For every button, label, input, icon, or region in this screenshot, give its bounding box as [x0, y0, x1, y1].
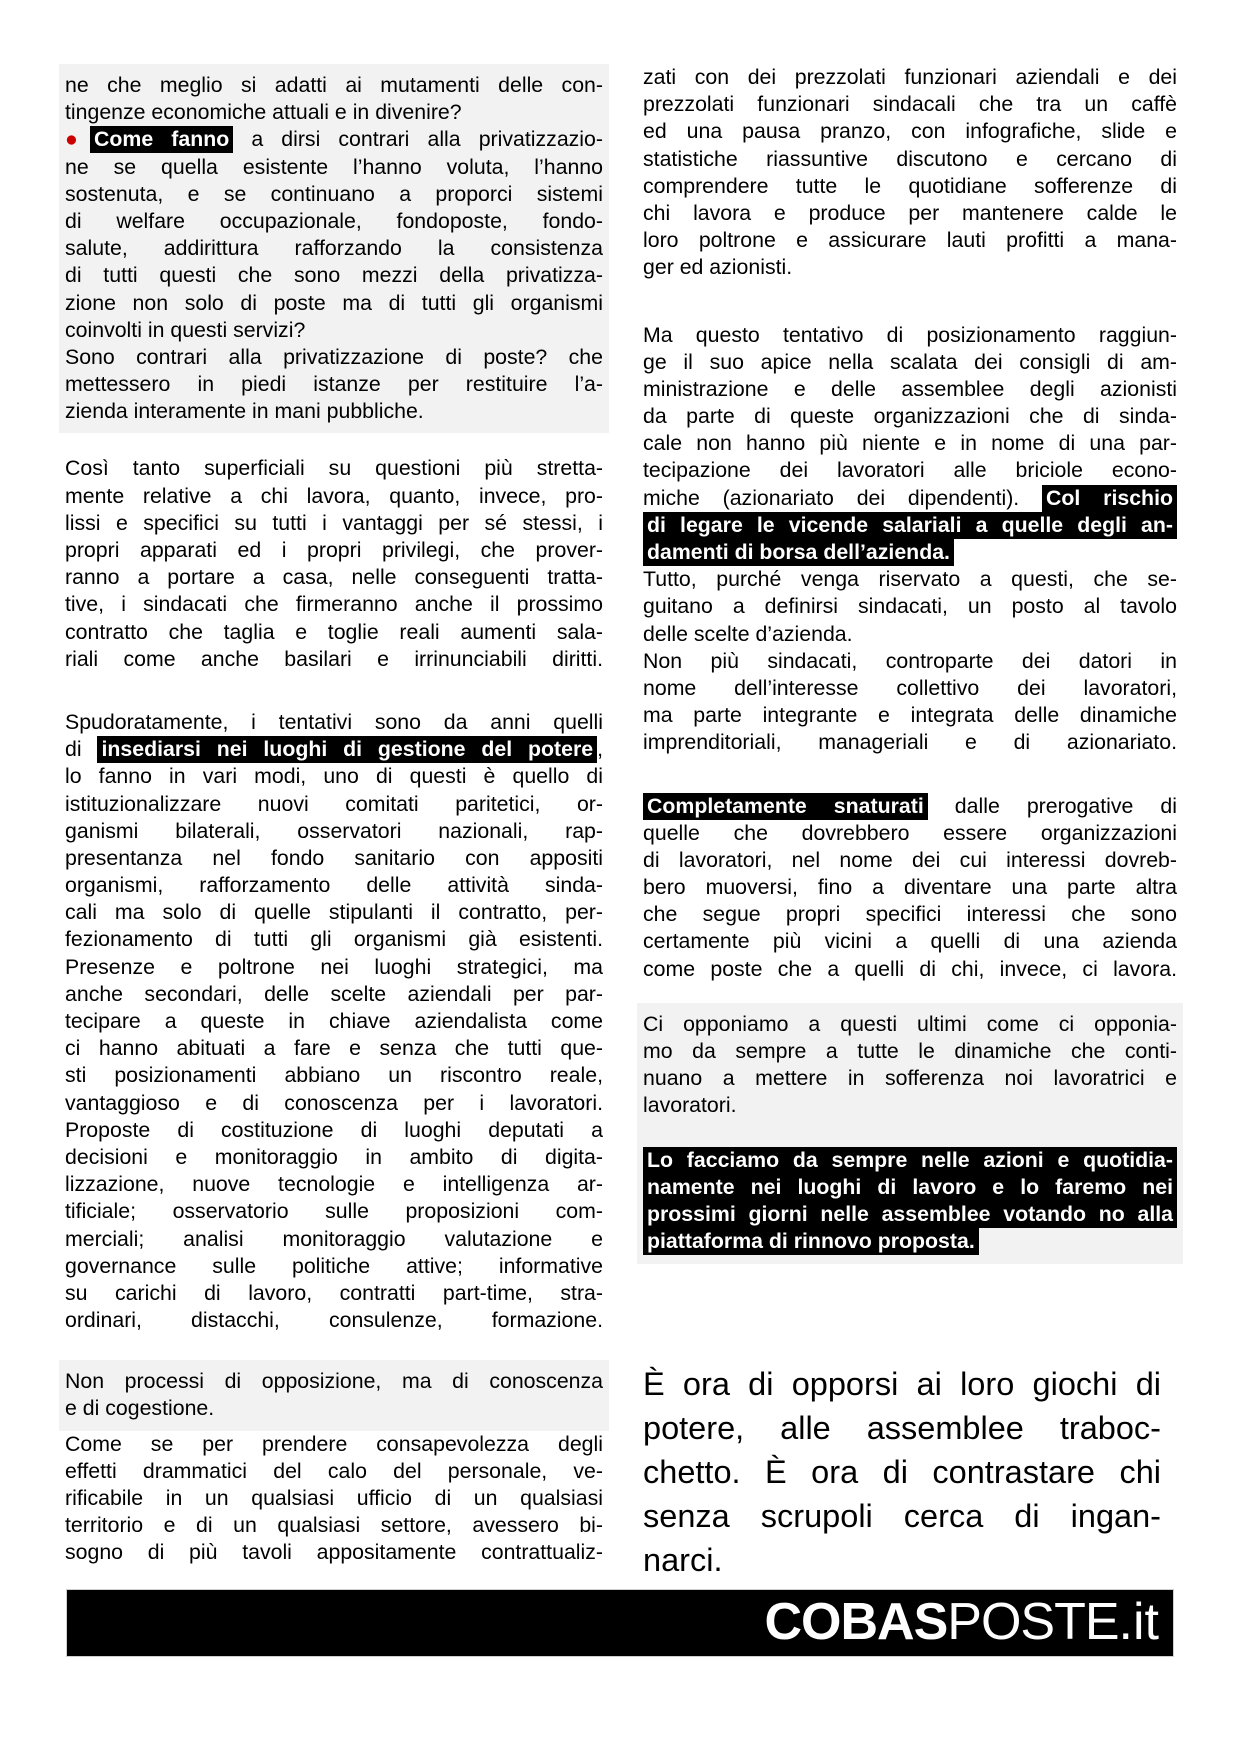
text-line	[65, 564, 603, 591]
text-segment: bero muoversi, fino a diventare una parte altra	[643, 875, 1177, 900]
paragraph	[643, 322, 1177, 757]
paragraph	[643, 64, 1177, 282]
text-segment: chetto. È ora di contrastare chi	[643, 1453, 1161, 1490]
highlighted-text: piattaforma di rinnovo proposta.	[643, 1228, 979, 1255]
text-segment: nome dell’interesse collettivo dei lavoratori,	[643, 675, 1177, 700]
text-line	[643, 928, 1177, 955]
text-line	[65, 1035, 603, 1062]
text-segment: sti posizionamenti abbiano un riscontro reale,	[65, 1063, 603, 1088]
text-line	[643, 1538, 1161, 1582]
text-segment: imprenditoriali, manageriali e di azionariato.	[643, 730, 1177, 755]
text-line	[643, 1201, 1177, 1228]
text-segment: propri apparati ed i propri privilegi, che prover-	[65, 538, 603, 562]
text-line	[65, 646, 603, 673]
text-segment: merciali; analisi monitoraggio valutazione e	[65, 1226, 603, 1251]
text-line	[65, 483, 603, 510]
text-line	[65, 1395, 603, 1422]
text-segment: Non processi di opposizione, ma di conoscenza	[65, 1369, 603, 1394]
text-segment: ministrazione e delle assemblee degli azionisti	[643, 376, 1177, 401]
text-line	[65, 872, 603, 899]
text-line	[643, 820, 1177, 847]
text-line	[643, 430, 1177, 457]
text-line	[65, 398, 603, 425]
text-segment: certamente più vicini a quelli di una azienda	[643, 929, 1177, 954]
text-segment: chi lavora e produce per mantenere calde le	[643, 200, 1177, 225]
text-line	[643, 874, 1177, 901]
text-line	[65, 591, 603, 618]
text-segment: zienda interamente in mani pubbliche.	[65, 399, 424, 424]
text-segment: cali ma solo di quelle stipulanti il contratto, per-	[65, 900, 603, 925]
text-segment: Proposte di costituzione di luoghi deputati a	[65, 1117, 603, 1142]
text-line	[65, 126, 603, 153]
paragraph	[643, 793, 1177, 983]
text-line	[65, 371, 603, 398]
text-line	[643, 566, 1177, 593]
text-line	[643, 1406, 1161, 1450]
text-segment: zione non solo di poste ma di tutti gli organismi	[65, 290, 603, 315]
text-line	[65, 926, 603, 953]
text-segment: Tutto, purché venga riservato a questi, che se-	[643, 567, 1177, 592]
text-segment: sostenuta, e se continuano a proporci sistemi	[65, 181, 603, 206]
text-segment: ne che meglio si adatti ai mutamenti delle con-	[65, 73, 603, 97]
text-segment: tingenze economiche attuali e in divenire?	[65, 100, 462, 125]
footer-banner	[66, 1589, 1174, 1657]
text-line	[65, 181, 603, 208]
text-segment: coinvolti in questi servizi?	[65, 317, 306, 342]
brand-logo	[764, 1593, 1159, 1651]
text-line	[65, 1539, 603, 1566]
text-line	[643, 376, 1177, 403]
text-segment: Non più sindacati, controparte dei datori in	[643, 648, 1177, 673]
text-line	[643, 1092, 1177, 1119]
text-segment: ci hanno abituati a fare e senza che tutti que-	[65, 1036, 603, 1061]
highlighted-text: prossimi giorni nelle assemblee votando no alla	[643, 1201, 1177, 1228]
text-segment: ordinari, distacchi, consulenze, formazione.	[65, 1308, 603, 1333]
text-line	[65, 1307, 603, 1334]
text-segment: prezzolati funzionari sindacali che tra un caffè	[643, 92, 1177, 117]
text-segment: zati con dei prezzolati funzionari aziendali e dei	[643, 65, 1177, 89]
text-segment: È ora di opporsi ai loro giochi di	[643, 1365, 1161, 1402]
text-line	[643, 539, 1177, 566]
text-line	[643, 485, 1177, 512]
text-line	[643, 1228, 1177, 1255]
text-line	[643, 227, 1177, 254]
text-line	[65, 1144, 603, 1171]
text-line	[65, 845, 603, 872]
text-segment: quelle che dovrebbero essere organizzazioni	[643, 820, 1177, 845]
text-segment: statistiche riassuntive discutono e cercano di	[643, 146, 1177, 171]
text-segment: senza scrupoli cerca di ingan-	[643, 1497, 1161, 1534]
text-segment: comprendere tutte le quotidiane sofferenze di	[643, 173, 1177, 198]
text-segment: cale non hanno più niente e in nome di una par-	[643, 431, 1177, 456]
text-segment: che segue propri specifici interessi che sono	[643, 902, 1177, 927]
text-line	[643, 702, 1177, 729]
text-line	[65, 208, 603, 235]
highlighted-text: damenti di borsa dell’azienda.	[643, 539, 954, 566]
text-line	[643, 254, 1177, 281]
text-line	[65, 455, 603, 482]
text-line	[643, 1011, 1177, 1038]
text-line	[643, 173, 1177, 200]
text-segment: effetti drammatici del calo del personale, ve-	[65, 1458, 603, 1483]
brand-logo-poste: POSTE	[947, 1593, 1119, 1651]
text-line	[65, 510, 603, 537]
text-segment: anche secondari, delle scelte aziendali per par-	[65, 981, 603, 1006]
text-line	[65, 344, 603, 371]
text-segment: guitano a definirsi sindacati, un posto al tavolo	[643, 594, 1177, 619]
highlighted-text: Come fanno	[90, 126, 233, 153]
text-segment: tive, i sindacati che firmeranno anche il prossimo	[65, 592, 603, 617]
text-segment: ed una pausa pranzo, con infografiche, slide e	[643, 119, 1177, 144]
text-segment: mettessero in piedi istanze per restituire l’a-	[65, 372, 603, 397]
text-segment: Ma questo tentativo di posizionamento raggiun-	[643, 322, 1177, 347]
text-line	[643, 403, 1177, 430]
text-segment: Sono contrari alla privatizzazione di poste? che	[65, 344, 603, 369]
text-line	[65, 981, 603, 1008]
text-line	[65, 818, 603, 845]
text-segment: mo da sempre a tutte le dinamiche che conti-	[643, 1039, 1177, 1063]
text-segment: come poste che a quelli di chi, invece, ci lavora.	[643, 956, 1177, 981]
text-line	[65, 1062, 603, 1089]
brand-logo-cobas: COBAS	[764, 1593, 948, 1651]
text-segment: Spudoratamente, i tentativi sono da anni quelli	[65, 709, 603, 734]
text-line	[643, 1038, 1177, 1065]
text-segment: loro poltrone e assicurare lauti profitti a mana-	[643, 228, 1177, 253]
text-segment: organismi, rafforzamento delle attività sinda-	[65, 873, 603, 898]
red-bullet-icon: ●	[65, 127, 91, 152]
text-line	[65, 537, 603, 564]
text-line	[65, 1368, 603, 1395]
text-line	[643, 1362, 1161, 1406]
text-segment: Così tanto superficiali su questioni più stretta-	[65, 456, 603, 481]
text-segment: tecipare a queste in chiave aziendalista come	[65, 1009, 603, 1033]
text-segment: istituzionalizzare nuovi comitati paritetici, or-	[65, 791, 603, 816]
text-line	[643, 512, 1177, 539]
text-line	[643, 1174, 1177, 1201]
text-line	[643, 1065, 1177, 1092]
text-line	[65, 72, 603, 99]
text-line	[65, 1008, 603, 1035]
text-segment: di	[65, 737, 98, 762]
text-line	[65, 791, 603, 818]
text-segment: ne se quella esistente l’hanno voluta, l’hanno	[65, 154, 603, 179]
text-segment: Ci opponiamo a questi ultimi come ci opponia-	[643, 1011, 1177, 1036]
text-line	[643, 1450, 1161, 1494]
text-segment: delle scelte d’azienda.	[643, 621, 853, 646]
text-segment: vantaggioso e di conoscenza per i lavoratori.	[65, 1090, 603, 1115]
text-segment: su carichi di lavoro, contratti part-time, stra-	[65, 1280, 603, 1305]
text-segment: ganismi bilaterali, osservatori nazionali, rap-	[65, 818, 603, 843]
highlighted-text: Lo facciamo da sempre nelle azioni e quotidia-	[643, 1147, 1177, 1174]
text-line	[643, 322, 1177, 349]
text-line	[65, 154, 603, 181]
text-line	[65, 1253, 603, 1280]
highlighted-text: Completamente snaturati	[643, 793, 928, 820]
brand-logo-tld: .it	[1118, 1593, 1159, 1651]
text-line	[643, 118, 1177, 145]
highlighted-paragraph-block	[637, 1003, 1183, 1264]
highlighted-text: Col rischio	[1042, 485, 1177, 512]
text-segment: lavoratori.	[643, 1093, 737, 1118]
text-segment: ma parte integrante e integrata delle dinamiche	[643, 703, 1177, 728]
text-segment: fezionamento di tutti gli organismi già esistenti.	[65, 927, 603, 952]
text-segment: di welfare occupazionale, fondoposte, fondo-	[65, 208, 603, 233]
text-line	[65, 317, 603, 344]
text-line	[65, 709, 603, 736]
text-segment: lissi e specifici su tutti i vantaggi per sé stessi, i	[65, 510, 603, 535]
text-line	[643, 956, 1177, 983]
text-line	[643, 200, 1177, 227]
text-segment: territorio e di un qualsiasi settore, avessero bi-	[65, 1513, 603, 1538]
text-segment: ranno a portare a casa, nelle conseguenti tratta-	[65, 565, 603, 590]
text-segment: lizzazione, nuove tecnologie e intelligenza ar-	[65, 1172, 603, 1197]
text-segment: di tutti questi che sono mezzi della privatizza-	[65, 263, 603, 288]
text-line	[643, 593, 1177, 620]
text-line	[65, 619, 603, 646]
text-line	[643, 457, 1177, 484]
text-segment: di lavoratori, nel nome dei cui interessi dovreb-	[643, 847, 1177, 872]
text-segment: decisioni e monitoraggio in ambito di digita-	[65, 1144, 603, 1169]
text-line	[65, 1171, 603, 1198]
text-line	[643, 146, 1177, 173]
highlighted-text: namente nei luoghi di lavoro e lo faremo nei	[643, 1174, 1177, 1201]
closing-statement	[643, 1362, 1161, 1582]
text-segment: a dirsi contrari alla privatizzazio-	[233, 127, 603, 152]
text-segment: ,	[597, 737, 603, 762]
text-line	[65, 262, 603, 289]
text-segment: nuano a mettere in sofferenza noi lavoratrici e	[643, 1066, 1177, 1091]
text-line	[643, 1120, 1177, 1147]
text-segment: potere, alle assemblee traboc-	[643, 1409, 1161, 1446]
text-segment: da parte di queste organizzazioni che di sinda-	[643, 404, 1177, 429]
text-line	[643, 901, 1177, 928]
text-line	[65, 1458, 603, 1485]
text-segment: e di cogestione.	[65, 1396, 215, 1421]
text-line	[643, 847, 1177, 874]
paragraph	[65, 1431, 603, 1567]
text-line	[65, 736, 603, 763]
text-line	[643, 64, 1177, 91]
left-column	[65, 64, 603, 1582]
highlighted-text: insediarsi nei luoghi di gestione del potere	[97, 736, 597, 763]
text-line	[65, 899, 603, 926]
text-line	[643, 729, 1177, 756]
text-line	[643, 675, 1177, 702]
text-segment: sogno di più tavoli appositamente contrattualiz-	[65, 1540, 603, 1565]
text-segment: narci.	[643, 1541, 723, 1578]
text-segment: dalle prerogative di	[927, 793, 1177, 818]
text-line	[643, 648, 1177, 675]
text-line	[65, 290, 603, 317]
text-line	[65, 763, 603, 790]
text-line	[65, 99, 603, 126]
text-segment: Come se per prendere consapevolezza degli	[65, 1431, 603, 1456]
text-line	[643, 349, 1177, 376]
text-line	[65, 1512, 603, 1539]
text-line	[65, 1280, 603, 1307]
text-segment: mente relative a chi lavora, quanto, invece, pro-	[65, 483, 603, 508]
text-line	[643, 1494, 1161, 1538]
text-segment: salute, addirittura rafforzando la consistenza	[65, 236, 603, 261]
text-line	[65, 1198, 603, 1225]
text-line	[643, 91, 1177, 118]
text-line	[643, 621, 1177, 648]
text-segment: riali come anche basilari e irrinunciabili diritti.	[65, 646, 603, 671]
text-line	[65, 1226, 603, 1253]
text-line	[65, 1090, 603, 1117]
paragraph	[65, 709, 603, 1334]
text-segment: miche (azionariato dei dipendenti).	[643, 485, 1043, 510]
highlighted-paragraph-block	[59, 64, 609, 433]
text-line	[65, 1431, 603, 1458]
text-segment: tecipazione dei lavoratori alle briciole econo-	[643, 458, 1177, 483]
right-column	[643, 64, 1177, 1582]
text-segment: rificabile in un qualsiasi ufficio di un qualsiasi	[65, 1486, 603, 1510]
text-line	[65, 954, 603, 981]
text-segment: tificiale; osservatorio sulle proposizioni com-	[65, 1199, 603, 1224]
text-line	[643, 1147, 1177, 1174]
highlighted-paragraph-block	[59, 1360, 609, 1430]
text-segment: ger ed azionisti.	[643, 255, 793, 280]
highlighted-text: di legare le vicende salariali a quelle degli an-	[643, 512, 1177, 539]
page-content	[65, 64, 1177, 1582]
text-line	[65, 1485, 603, 1512]
text-segment: contratto che taglia e toglie reali aumenti sala-	[65, 619, 603, 644]
text-line	[65, 1117, 603, 1144]
text-line	[65, 235, 603, 262]
text-line	[643, 793, 1177, 820]
paragraph	[65, 455, 603, 673]
text-segment: ge il suo apice nella scalata dei consigli di am-	[643, 349, 1177, 374]
text-segment: lo fanno in vari modi, uno di questi è quello di	[65, 764, 603, 789]
text-segment: Presenze e poltrone nei luoghi strategici, ma	[65, 954, 603, 979]
text-segment: presentanza nel fondo sanitario con appositi	[65, 845, 603, 870]
text-segment: governance sulle politiche attive; informative	[65, 1253, 603, 1278]
